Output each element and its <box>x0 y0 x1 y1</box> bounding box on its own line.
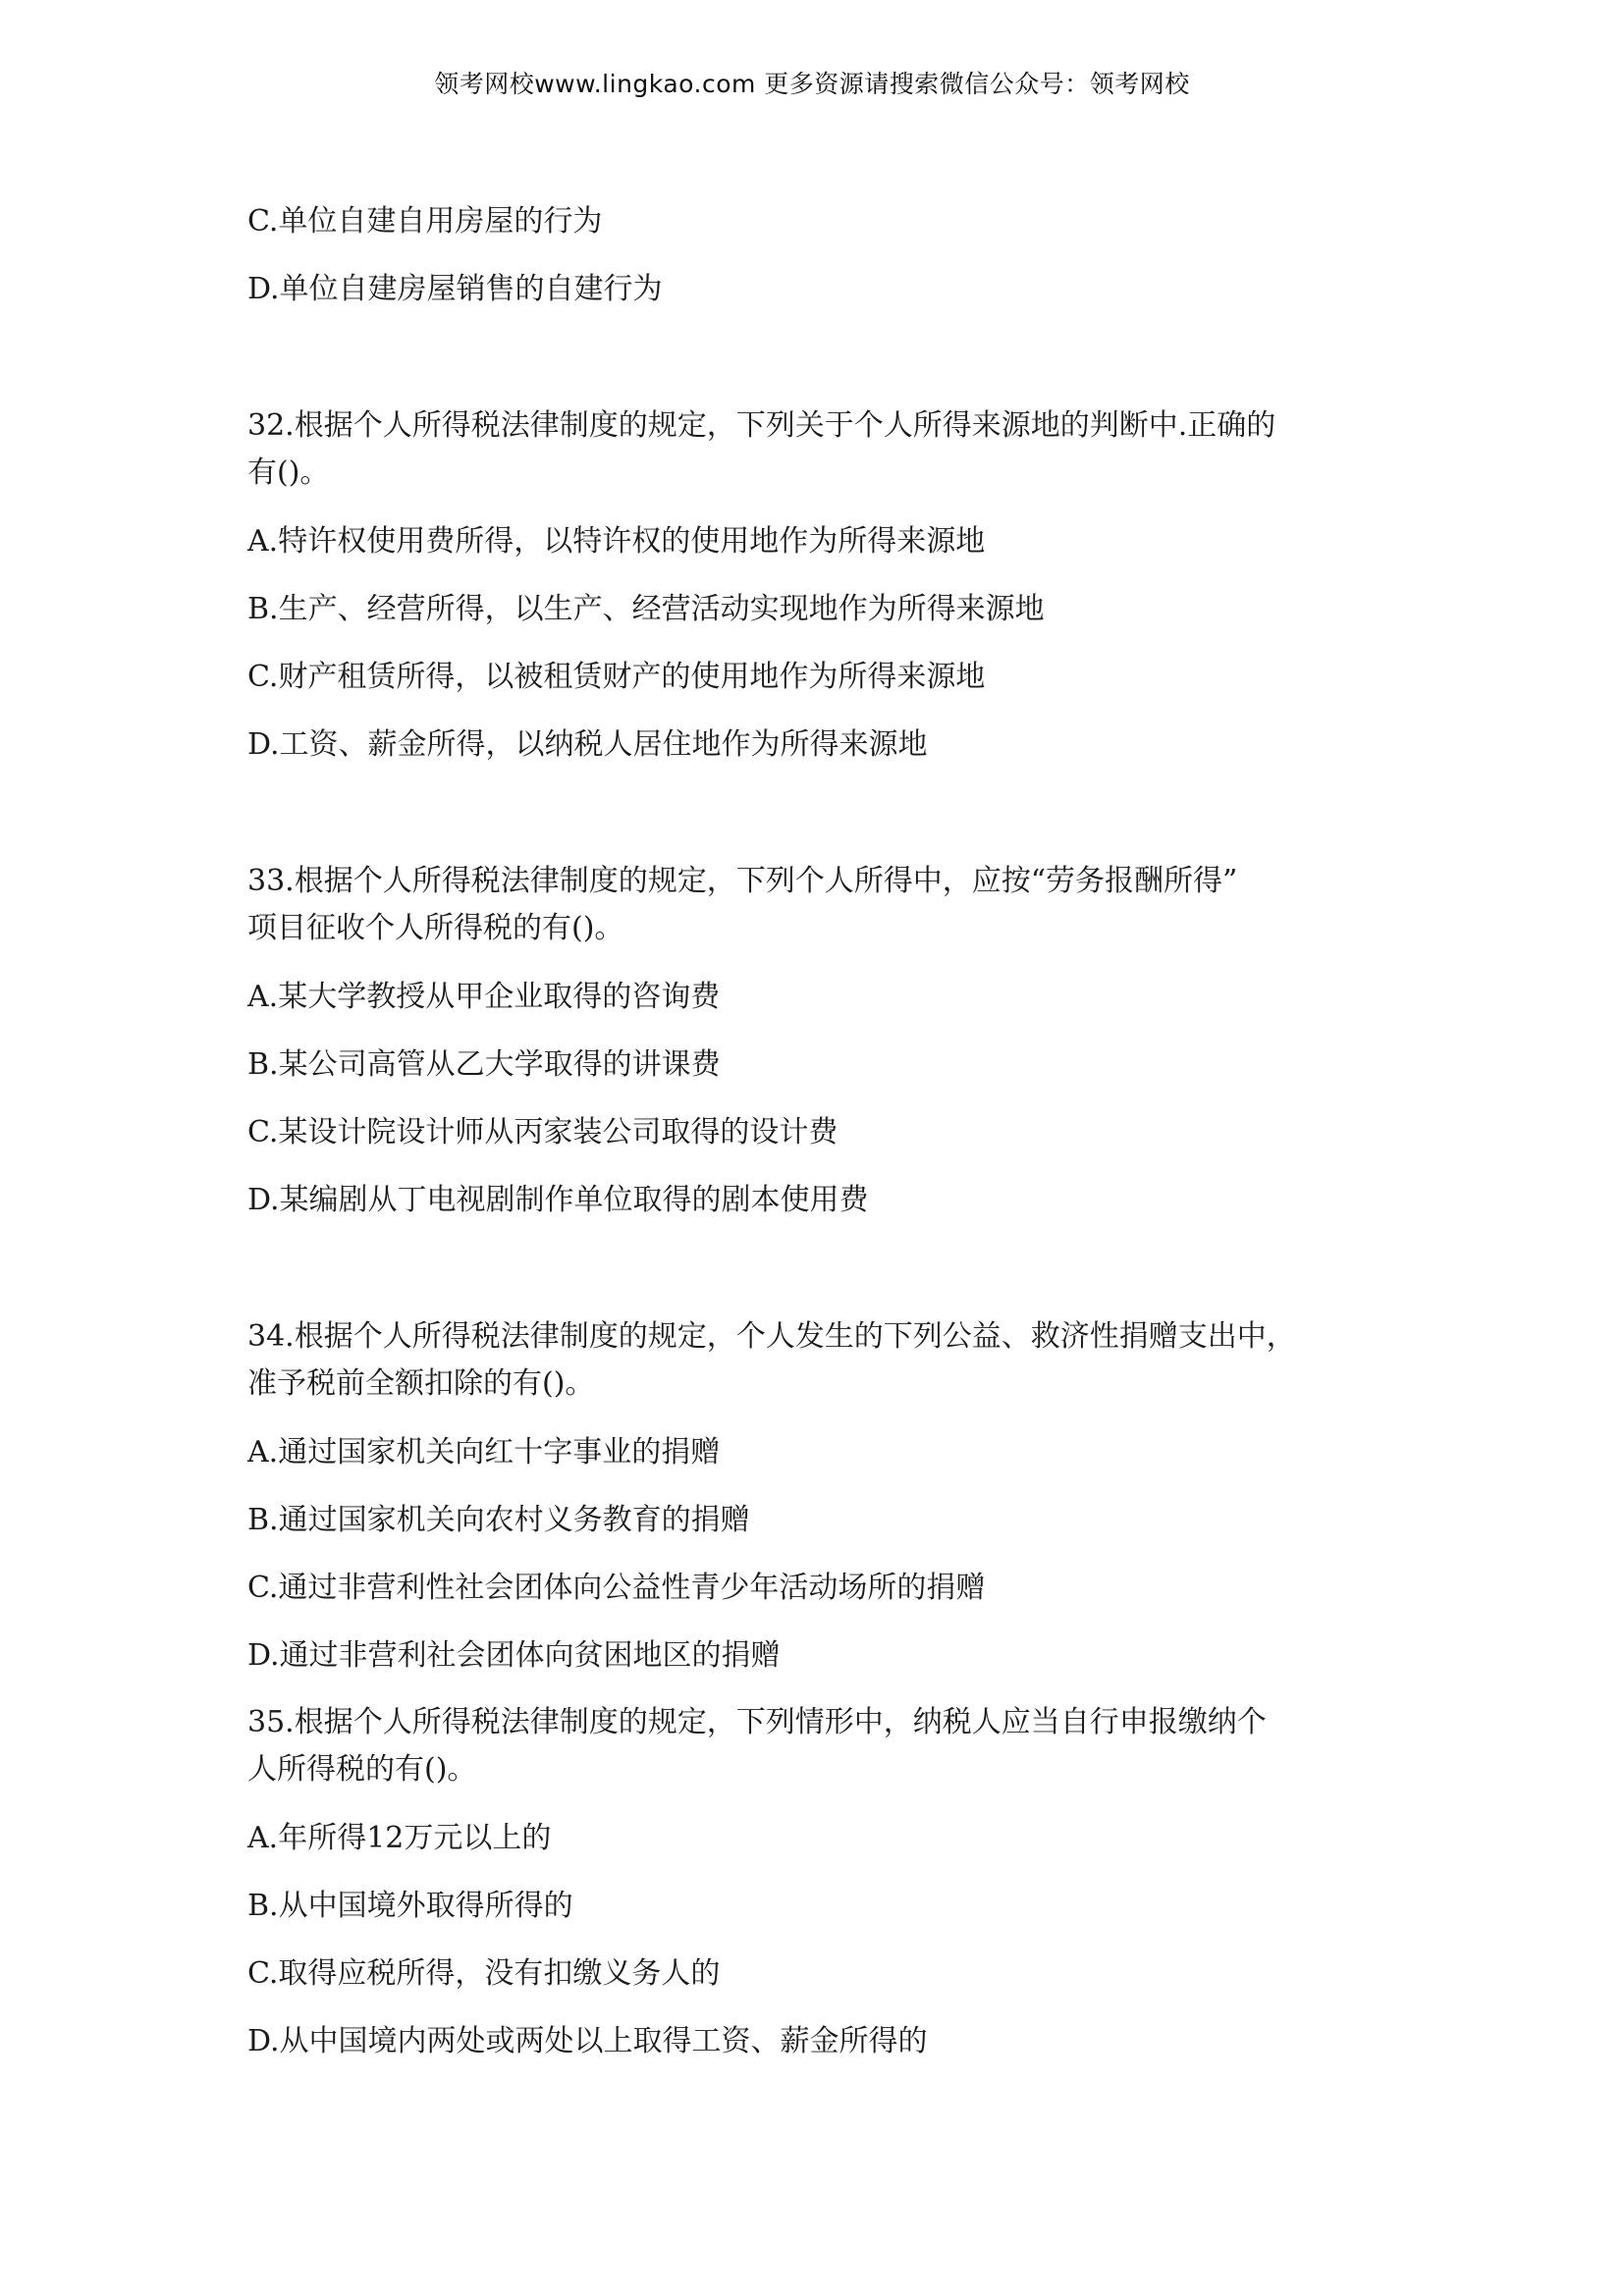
q32-option-c: C.财产租赁所得，以被租赁财产的使用地作为所得来源地 <box>247 660 986 694</box>
q35-option-b: B.从中国境外取得所得的 <box>247 1889 573 1923</box>
q33-option-c: C.某设计院设计师从丙家装公司取得的设计费 <box>247 1115 839 1149</box>
q34-option-d: D.通过非营利社会团体向贫困地区的捐赠 <box>247 1638 781 1673</box>
q34-stem-line1: 34.根据个人所得税法律制度的规定，个人发生的下列公益、救济性捐赠支出中， <box>247 1319 1296 1354</box>
q35-stem-line1: 35.根据个人所得税法律制度的规定，下列情形中，纳税人应当自行申报缴纳个 <box>247 1705 1267 1739</box>
q33-stem-line2: 项目征收个人所得税的有()。 <box>247 911 624 945</box>
q32-stem-line1: 32.根据个人所得税法律制度的规定，下列关于个人所得来源地的判断中.正确的 <box>247 408 1276 443</box>
q34-option-b: B.通过国家机关向农村义务教育的捐赠 <box>247 1503 750 1537</box>
q32-option-a: A.特许权使用费所得，以特许权的使用地作为所得来源地 <box>247 524 986 559</box>
q35-option-d: D.从中国境内两处或两处以上取得工资、薪金所得的 <box>247 2024 928 2058</box>
q32-option-d: D.工资、薪金所得，以纳税人居住地作为所得来源地 <box>247 727 928 762</box>
q32-option-b: B.生产、经营所得，以生产、经营活动实现地作为所得来源地 <box>247 592 1045 626</box>
option-c-prev: C.单位自建自用房屋的行为 <box>247 204 603 239</box>
q35-option-a: A.年所得12万元以上的 <box>247 1821 552 1855</box>
q35-option-c: C.取得应税所得，没有扣缴义务人的 <box>247 1956 721 1991</box>
q34-option-a: A.通过国家机关向红十字事业的捐赠 <box>247 1435 721 1469</box>
q33-stem-line1: 33.根据个人所得税法律制度的规定，下列个人所得中，应按“劳务报酬所得” <box>247 864 1238 898</box>
q34-stem-line2: 准予税前全额扣除的有()。 <box>247 1366 595 1401</box>
q35-stem-line2: 人所得税的有()。 <box>247 1752 477 1787</box>
option-d-prev: D.单位自建房屋销售的自建行为 <box>247 272 663 306</box>
q33-option-d: D.某编剧从丁电视剧制作单位取得的剧本使用费 <box>247 1183 869 1217</box>
q34-option-c: C.通过非营利性社会团体向公益性青少年活动场所的捐赠 <box>247 1571 986 1605</box>
q32-stem-line2: 有()。 <box>247 455 330 490</box>
q33-option-a: A.某大学教授从甲企业取得的咨询费 <box>247 980 721 1014</box>
q33-option-b: B.某公司高管从乙大学取得的讲课费 <box>247 1047 721 1082</box>
page-header: 领考网校www.lingkao.com 更多资源请搜索微信公众号：领考网校 <box>434 70 1190 98</box>
